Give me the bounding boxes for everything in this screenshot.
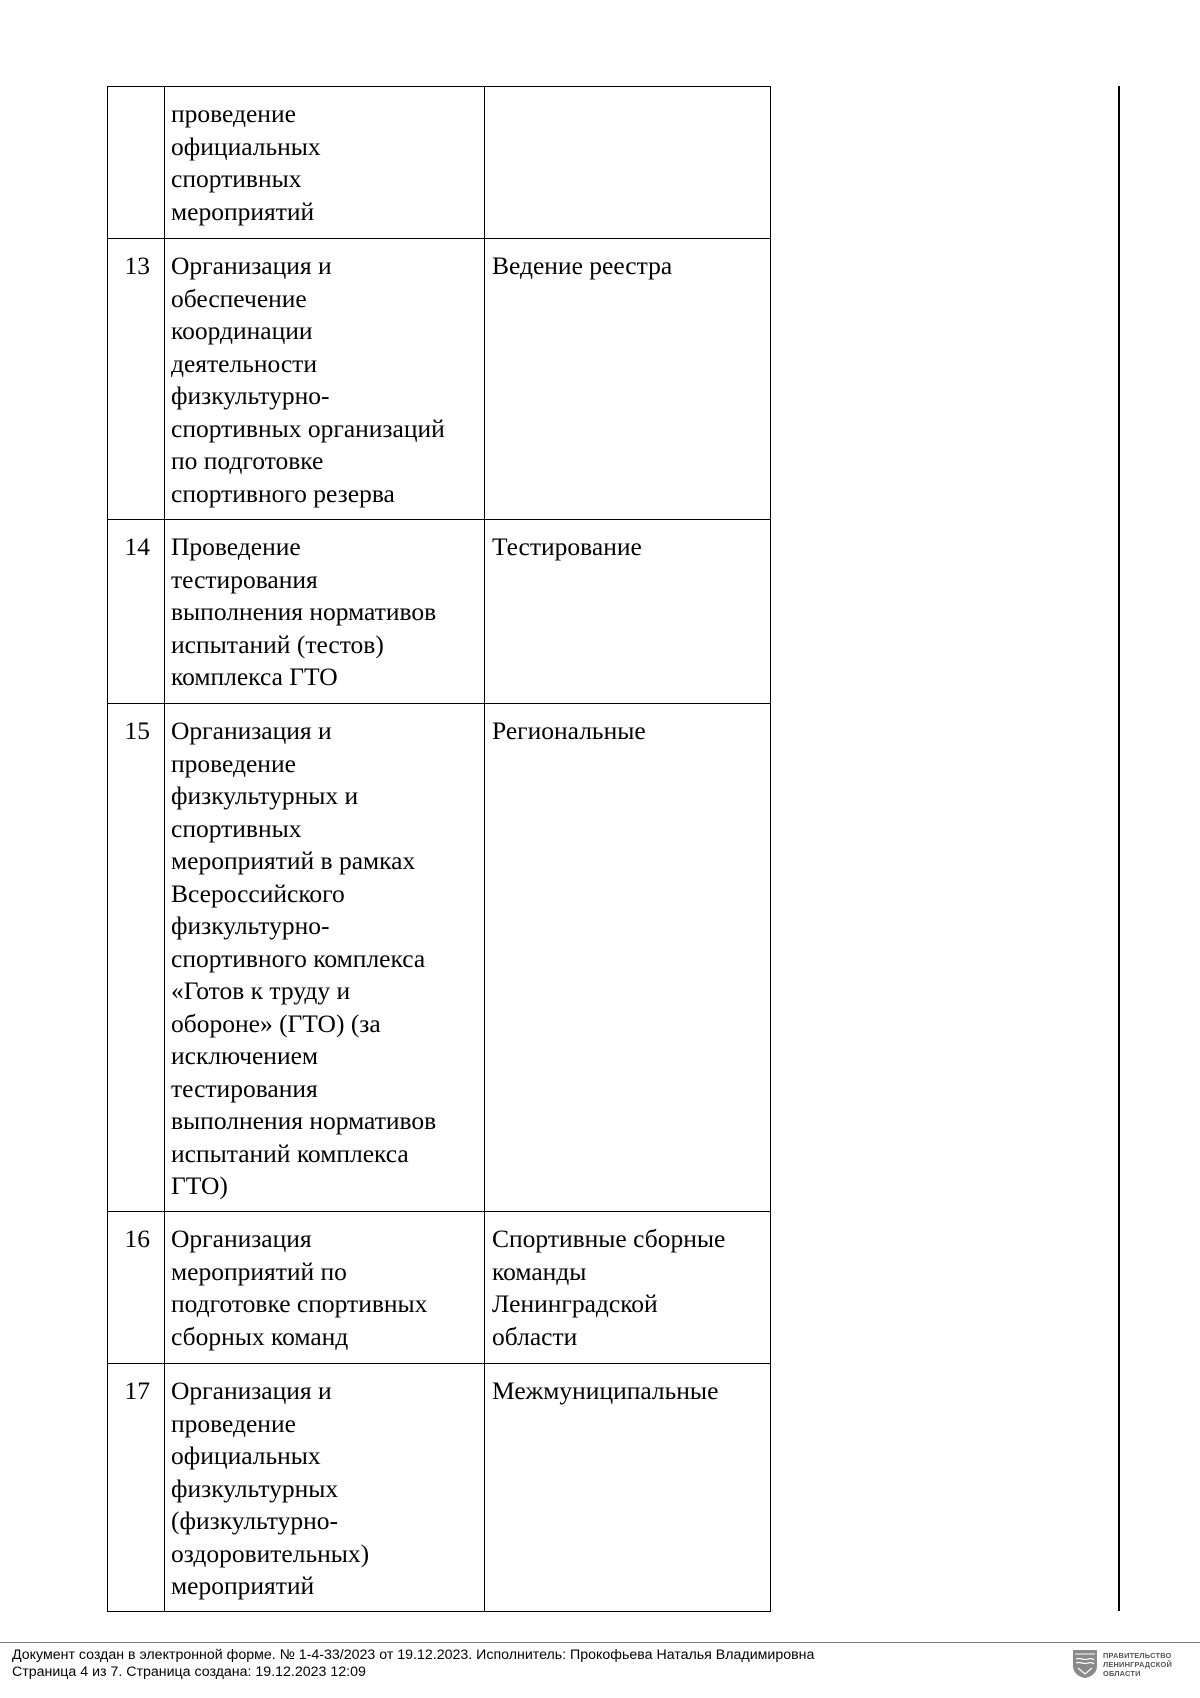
service-name-line: спортивного комплекса (171, 943, 426, 973)
service-type-cell (485, 520, 771, 704)
service-type-line: команды (492, 1256, 587, 1286)
row-number-cell (108, 239, 165, 520)
service-name-line: спортивного резерва (171, 478, 395, 508)
table-row (108, 239, 771, 520)
service-name-line: физкультурно- (171, 381, 330, 410)
footer-document-info: Документ создан в электронной форме. № 1-4-33/2023 от 19.12.2023. Исполнитель: Прокофьева Наталья Владимировна (12, 1647, 815, 1663)
footer-page-info: Страница 4 из 7. Страница создана: 19.12.2023 12:09 (12, 1664, 366, 1680)
service-type-line: Тестирование (492, 532, 642, 561)
service-name-line: обеспечение (171, 283, 307, 313)
service-name-line: официальных (171, 131, 321, 161)
service-name-line: «Готов к труду и (171, 976, 351, 1005)
row-number: 13 (124, 251, 150, 280)
government-logo-text (1103, 1651, 1172, 1678)
logo-text-line: ОБЛАСТИ (1103, 1669, 1141, 1678)
logo-text-line: ПРАВИТЕЛЬСТВО (1103, 1651, 1172, 1660)
service-name-line: Организация и (171, 1376, 332, 1405)
service-name-line: мероприятий в рамках (171, 846, 416, 875)
service-name-line: Организация и (171, 251, 332, 280)
service-name-line: подготовке спортивных (171, 1289, 428, 1318)
service-name-line: тестирования (171, 564, 318, 594)
service-name-line: физкультурных и (171, 781, 359, 810)
table-row (108, 1364, 771, 1612)
service-name-line: испытаний (тестов) (171, 629, 384, 659)
table-body (108, 87, 771, 1612)
service-name-line: тестирования (171, 1073, 318, 1103)
row-number-cell (108, 1212, 165, 1364)
service-type-line: Межмуниципальные (492, 1376, 719, 1405)
service-name-line: мероприятий (171, 1571, 315, 1600)
table-row (108, 1212, 771, 1364)
service-type-line: Ведение реестра (492, 251, 673, 280)
service-name-line: спортивных организаций (171, 413, 445, 443)
table-row (108, 87, 771, 239)
service-name-line: по подготовке (171, 446, 324, 475)
row-number: 14 (124, 532, 150, 561)
service-name-line: сборных команд (171, 1321, 349, 1351)
service-name-line: обороне» (ГТО) (за (171, 1008, 381, 1038)
service-name-line: мероприятий по (171, 1256, 347, 1286)
service-name-cell (165, 87, 485, 239)
logo-text-line: ЛЕНИНГРАДСКОЙ (1103, 1660, 1172, 1669)
service-name-line: (физкультурно- (171, 1506, 338, 1535)
service-name-cell (165, 1364, 485, 1612)
row-number: 15 (124, 716, 150, 745)
service-name-cell (165, 239, 485, 520)
service-type-cell (485, 1212, 771, 1364)
government-logo (1072, 1649, 1192, 1685)
service-name-line: координации (171, 316, 313, 345)
service-name-line: физкультурно- (171, 911, 330, 940)
row-number: 17 (124, 1376, 150, 1405)
service-type-line: Спортивные сборные (492, 1224, 726, 1253)
right-margin-rule (1118, 86, 1120, 1611)
service-name-line: выполнения нормативов (171, 597, 437, 626)
service-name-line: Всероссийского (171, 878, 345, 908)
service-name-line: Проведение (171, 532, 301, 561)
footer-divider (0, 1642, 1200, 1643)
row-number-cell (108, 704, 165, 1212)
service-name-cell (165, 704, 485, 1212)
table-row (108, 704, 771, 1212)
service-type-cell (485, 239, 771, 520)
government-emblem-icon (1072, 1649, 1098, 1679)
service-name-line: проведение (171, 99, 296, 128)
service-name-line: испытаний комплекса (171, 1138, 409, 1168)
service-name-line: оздоровительных) (171, 1538, 370, 1568)
service-name-line: выполнения нормативов (171, 1106, 437, 1135)
service-name-line: мероприятий (171, 196, 315, 226)
service-type-line: области (492, 1321, 578, 1351)
row-number: 16 (124, 1224, 150, 1253)
service-name-line: комплекса ГТО (171, 662, 338, 691)
service-type-line: Региональные (492, 716, 646, 745)
service-name-cell (165, 520, 485, 704)
table-row (108, 520, 771, 704)
service-name-line: проведение (171, 1408, 296, 1438)
service-name-line: физкультурных (171, 1473, 339, 1503)
service-name-line: проведение (171, 748, 296, 778)
service-name-line: ГТО) (171, 1171, 228, 1200)
service-name-line: спортивных (171, 164, 302, 193)
service-type-cell (485, 1364, 771, 1612)
row-number-cell (108, 520, 165, 704)
row-number-cell (108, 87, 165, 239)
service-name-line: исключением (171, 1041, 319, 1070)
service-name-line: Организация и (171, 716, 332, 745)
service-type-cell (485, 704, 771, 1212)
service-name-line: спортивных (171, 813, 302, 843)
service-type-cell (485, 87, 771, 239)
services-table (107, 86, 771, 1612)
row-number-cell (108, 1364, 165, 1612)
service-name-line: Организация (171, 1224, 312, 1253)
service-name-line: официальных (171, 1441, 321, 1470)
document-footer (12, 1647, 814, 1681)
service-type-line: Ленинградской (492, 1289, 658, 1318)
service-name-cell (165, 1212, 485, 1364)
service-name-line: деятельности (171, 348, 317, 378)
